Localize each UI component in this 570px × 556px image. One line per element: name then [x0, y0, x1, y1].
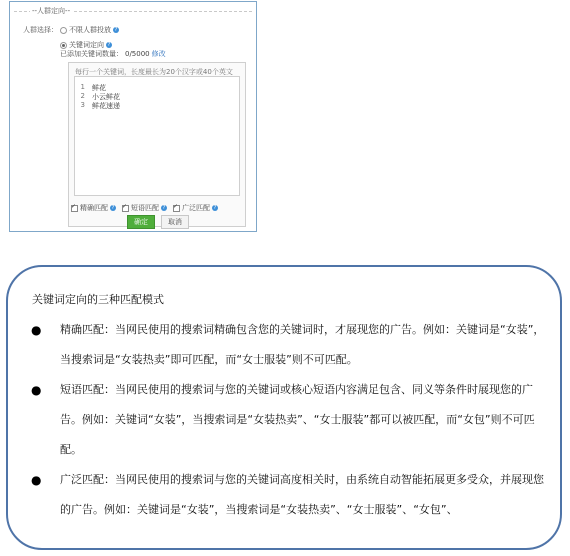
list-item: [31, 375, 546, 465]
line-number: 2: [80, 92, 85, 100]
radio-keyword[interactable]: [60, 42, 67, 49]
bullet-icon: ●: [31, 473, 42, 487]
list-item-text: 精确匹配：当网民使用的搜索词精确包含您的关键词时，才展现您的广告。例如：关键词是“女装”，当搜索词是“女装热卖”即可匹配，而“女士服装”则不可匹配。: [60, 323, 545, 366]
added-count: [60, 49, 166, 59]
keyword-box: [68, 62, 246, 227]
radio-unlimited[interactable]: [60, 27, 67, 34]
option-unlimited-label: 不限人群投放: [69, 26, 111, 34]
explanation-list: [31, 315, 546, 525]
help-icon[interactable]: ?: [107, 42, 111, 48]
explanation-title: 关键词定向的三种匹配模式: [32, 293, 164, 306]
list-item-text: 短语匹配：当网民使用的搜索词与您的关键词或核心短语内容满足包含、同义等条件时展现您的广告。例如：关键词“女装”，当搜索词是“女装热卖”、“女士服装”都可以被匹配，而“女包”则不可匹配。: [60, 383, 535, 456]
match-exact-label: 精确匹配: [80, 204, 108, 212]
list-item-text: 广泛匹配：当网民使用的搜索词与您的关键词高度相关时，由系统自动智能拓展更多受众，并展现您的广告。例如：关键词是“女装”，当搜索词是“女装热卖”、“女士服装”、“女包”、: [60, 473, 544, 516]
option-unlimited[interactable]: [60, 25, 119, 35]
option-keyword-label: 关键词定向: [69, 41, 104, 49]
list-item: [31, 315, 546, 375]
line-number: 1: [80, 83, 85, 91]
keyword-text: 鲜花: [92, 84, 106, 92]
match-broad-label: 广泛匹配: [182, 204, 210, 212]
line-number: 3: [80, 101, 85, 109]
match-type-row: [71, 203, 218, 213]
bullet-icon: ●: [31, 383, 42, 397]
confirm-button[interactable]: 确定: [127, 215, 155, 229]
keyword-editor[interactable]: [74, 76, 240, 196]
keyword-text: 小云鲜花: [92, 93, 120, 101]
edit-link[interactable]: 修改: [151, 50, 166, 58]
help-icon[interactable]: ?: [111, 205, 115, 211]
checkbox-phrase[interactable]: [122, 205, 129, 212]
added-count-value: 0/5000: [125, 50, 150, 58]
match-phrase[interactable]: [122, 203, 167, 213]
match-exact[interactable]: [71, 203, 116, 213]
added-count-label: 已添加关键词数量：: [60, 50, 123, 58]
keyword-text: 鲜花速递: [92, 102, 120, 110]
fieldset-legend: --人群定向--: [32, 7, 71, 15]
checkbox-exact[interactable]: [71, 205, 78, 212]
button-row: [127, 215, 189, 229]
help-icon[interactable]: ?: [162, 205, 166, 211]
audience-targeting-panel: [9, 1, 257, 232]
list-item: [31, 465, 546, 525]
help-icon[interactable]: ?: [114, 27, 118, 33]
match-broad[interactable]: [173, 203, 218, 213]
match-modes-explanation: [6, 265, 562, 550]
audience-label: 人群选择：: [23, 26, 58, 34]
cancel-button[interactable]: 取消: [161, 215, 189, 229]
keyword-hint: 每行一个关键词，长度最长为20个汉字或40个英文: [75, 68, 233, 76]
match-phrase-label: 短语匹配: [131, 204, 159, 212]
help-icon[interactable]: ?: [213, 205, 217, 211]
checkbox-broad[interactable]: [173, 205, 180, 212]
bullet-icon: ●: [31, 323, 42, 337]
keyword-line: [79, 101, 120, 111]
